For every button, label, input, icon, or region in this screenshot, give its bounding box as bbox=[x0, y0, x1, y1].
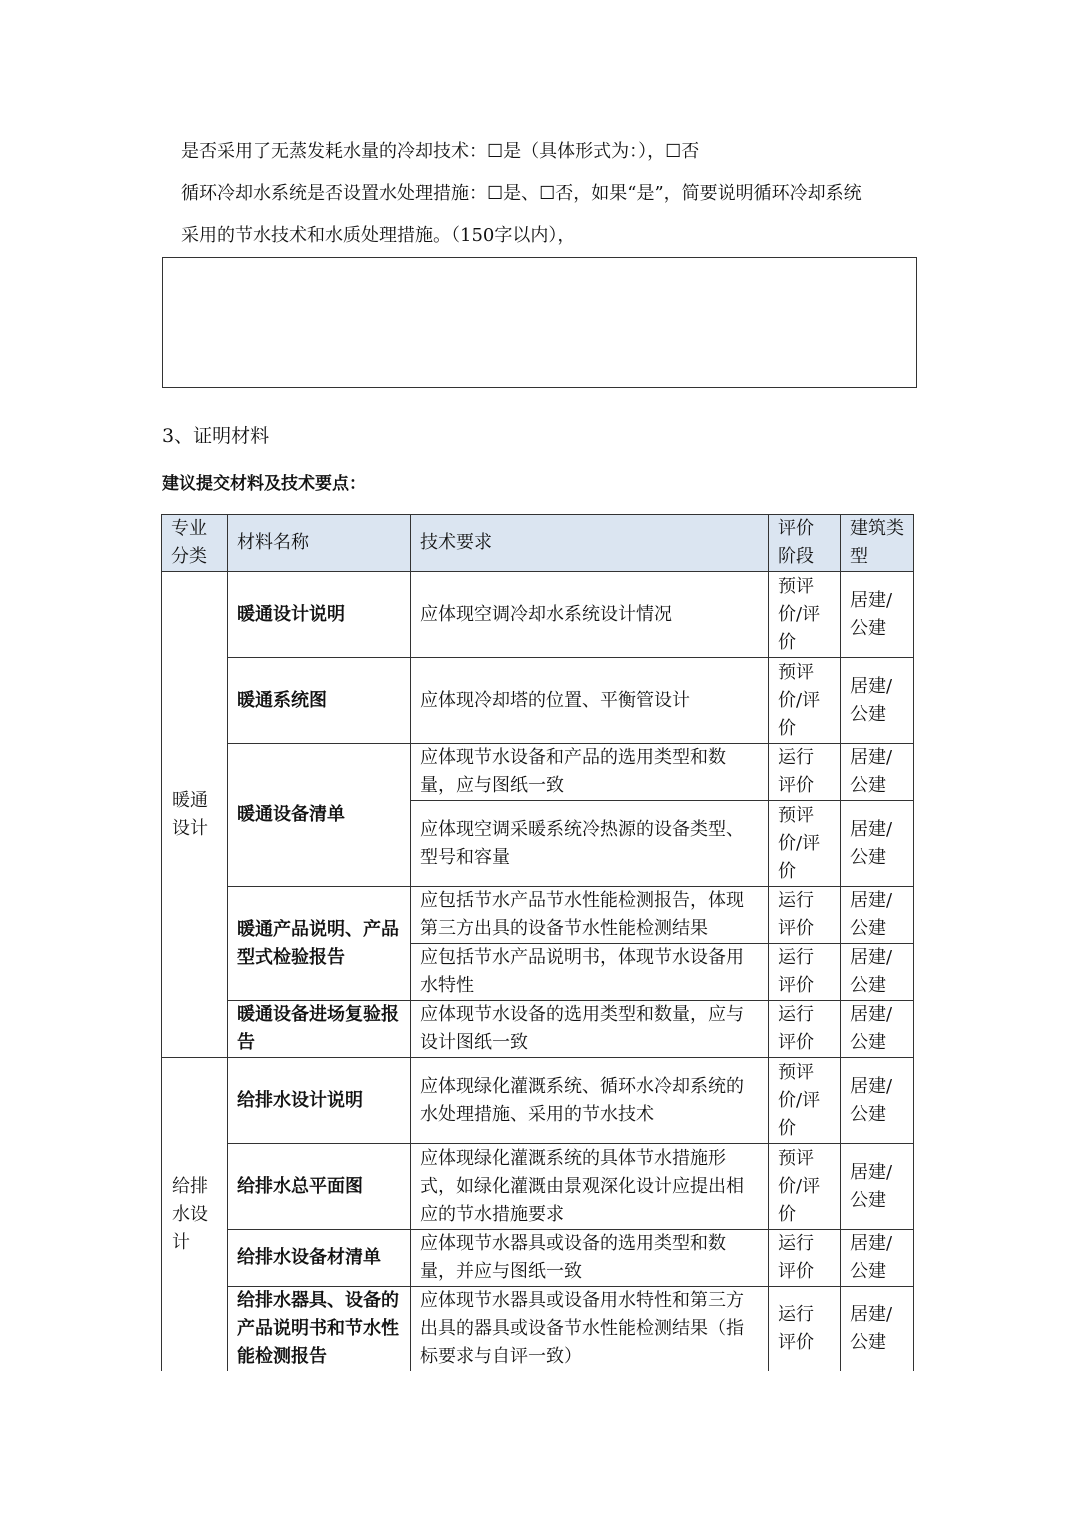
material-name: 暖通系统图 bbox=[228, 658, 411, 744]
subheading: 建议提交材料及技术要点： bbox=[162, 474, 366, 494]
building-type-text: 居建/公建 bbox=[841, 887, 914, 944]
section-heading: 3、证明材料 bbox=[162, 425, 270, 447]
material-name: 给排水总平面图 bbox=[228, 1144, 411, 1230]
header-requirement: 技术要求 bbox=[411, 515, 769, 572]
header-building-type: 建筑类型 bbox=[841, 515, 914, 572]
header-material: 材料名称 bbox=[228, 515, 411, 572]
category-cell: 暖通设计 bbox=[162, 572, 228, 1058]
building-type-text: 居建/公建 bbox=[841, 572, 914, 658]
requirement-text: 应体现节水设备的选用类型和数量，应与设计图纸一致 bbox=[411, 1001, 769, 1058]
table-row bbox=[162, 1001, 914, 1058]
paragraph-water-treatment-instruction: 采用的节水技术和水质处理措施。（150字以内）， bbox=[181, 225, 576, 246]
building-type-text: 居建/公建 bbox=[841, 1144, 914, 1230]
table-row bbox=[162, 658, 914, 744]
requirement-text: 应体现空调冷却水系统设计情况 bbox=[411, 572, 769, 658]
stage-text: 运行评价 bbox=[769, 1287, 841, 1372]
stage-text: 预评价/评价 bbox=[769, 1144, 841, 1230]
material-name: 暖通设备清单 bbox=[228, 744, 411, 887]
table-header-row bbox=[162, 515, 914, 572]
material-name: 给排水设备材清单 bbox=[228, 1230, 411, 1287]
building-type-text: 居建/公建 bbox=[841, 1230, 914, 1287]
category-cell: 给排水设计 bbox=[162, 1058, 228, 1372]
table-row bbox=[162, 572, 914, 658]
header-category: 专业分类 bbox=[162, 515, 228, 572]
stage-text: 预评价/评价 bbox=[769, 658, 841, 744]
stage-text: 预评价/评价 bbox=[769, 572, 841, 658]
stage-text: 运行评价 bbox=[769, 1001, 841, 1058]
building-type-text: 居建/公建 bbox=[841, 1287, 914, 1372]
building-type-text: 居建/公建 bbox=[841, 1058, 914, 1144]
requirement-text: 应包括节水产品节水性能检测报告，体现第三方出具的设备节水性能检测结果 bbox=[411, 887, 769, 944]
material-name: 给排水器具、设备的产品说明书和节水性能检测报告 bbox=[228, 1287, 411, 1372]
table-row bbox=[162, 744, 914, 801]
requirement-text: 应体现冷却塔的位置、平衡管设计 bbox=[411, 658, 769, 744]
requirement-text: 应包括节水产品说明书，体现节水设备用水特性 bbox=[411, 944, 769, 1001]
requirement-text: 应体现空调采暖系统冷热源的设备类型、型号和容量 bbox=[411, 801, 769, 887]
requirement-text: 应体现绿化灌溉系统的具体节水措施形式，如绿化灌溉由景观深化设计应提出相应的节水措施要求 bbox=[411, 1144, 769, 1230]
stage-text: 预评价/评价 bbox=[769, 801, 841, 887]
answer-text-box[interactable] bbox=[162, 257, 917, 388]
material-name: 暖通设备进场复验报告 bbox=[228, 1001, 411, 1058]
table-row bbox=[162, 1287, 914, 1372]
stage-text: 预评价/评价 bbox=[769, 1058, 841, 1144]
requirement-text: 应体现绿化灌溉系统、循环水冷却系统的水处理措施、采用的节水技术 bbox=[411, 1058, 769, 1144]
stage-text: 运行评价 bbox=[769, 944, 841, 1001]
requirement-text: 应体现节水器具或设备用水特性和第三方出具的器具或设备节水性能检测结果（指标要求与自评一致） bbox=[411, 1287, 769, 1372]
table-row bbox=[162, 1230, 914, 1287]
materials-table bbox=[161, 514, 914, 1371]
table-row bbox=[162, 1058, 914, 1144]
material-name: 给排水设计说明 bbox=[228, 1058, 411, 1144]
table-row bbox=[162, 887, 914, 944]
building-type-text: 居建/公建 bbox=[841, 1001, 914, 1058]
building-type-text: 居建/公建 bbox=[841, 801, 914, 887]
paragraph-water-treatment-question: 循环冷却水系统是否设置水处理措施：☐是、☐否，如果“是”，简要说明循环冷却系统 bbox=[181, 183, 862, 204]
stage-text: 运行评价 bbox=[769, 887, 841, 944]
requirement-text: 应体现节水设备和产品的选用类型和数量，应与图纸一致 bbox=[411, 744, 769, 801]
stage-text: 运行评价 bbox=[769, 1230, 841, 1287]
building-type-text: 居建/公建 bbox=[841, 944, 914, 1001]
material-name: 暖通产品说明、产品型式检验报告 bbox=[228, 887, 411, 1001]
building-type-text: 居建/公建 bbox=[841, 744, 914, 801]
material-name: 暖通设计说明 bbox=[228, 572, 411, 658]
requirement-text: 应体现节水器具或设备的选用类型和数量，并应与图纸一致 bbox=[411, 1230, 769, 1287]
stage-text: 运行评价 bbox=[769, 744, 841, 801]
paragraph-cooling-technology: 是否采用了无蒸发耗水量的冷却技术：☐是（具体形式为：），☐否 bbox=[181, 141, 700, 162]
header-stage: 评价阶段 bbox=[769, 515, 841, 572]
building-type-text: 居建/公建 bbox=[841, 658, 914, 744]
table-row bbox=[162, 1144, 914, 1230]
